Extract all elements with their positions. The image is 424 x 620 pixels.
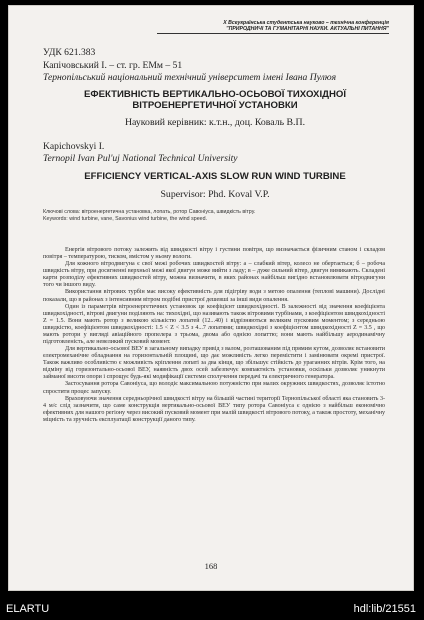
conference-header	[157, 20, 389, 34]
keywords-ua: Ключові слова: вітроенергетична установка, лопать, ротор Савоніуса, швидкість вітру.	[43, 209, 256, 215]
title-ua-line-1: ЕФЕКТИВНІСТЬ ВЕРТИКАЛЬНО-ОСЬОВОЇ ТИХОХІДНОЇ	[84, 89, 346, 100]
repository-label: ELARTU	[6, 603, 50, 615]
author-ua: Капічовський І. – ст. гр. ЕМм – 51	[43, 60, 183, 71]
title-en: EFFICIENCY VERTICAL-AXIS SLOW RUN WIND TURBINE	[84, 171, 346, 182]
supervisor-en: Supervisor: Phd. Koval V.P.	[160, 189, 270, 200]
conference-header-line-2: "ПРИРОДНИЧІ ТА ГУМАНІТАРНІ НАУКИ. АКТУАЛЬНІ ПИТАННЯ"	[226, 26, 389, 33]
paragraph: Для кожного вітродвигуна є свої межі робочих швидкостей вітру: а – слабкий вітер, колесо не обертається; б – робоча швидкість вітру, при досягненні верхньої межі якої двигун може вийти з ладу; в – дуже сильний вітер, двигун вимикають. Складені карти розподілу ефективних швидкостей вітру, можна визначити, в яких районах найбільш вигідно встановлювати вітродвигуни того чи іншого виду.	[43, 261, 385, 289]
paragraph: Енергія вітрового потоку залежить від швидкості вітру і густини повітря, що визначається фізичним станом і складом повітря – температурою, тиском, вмістом у ньому вологи.	[43, 247, 385, 261]
paragraph: Використання вітрових турбін має високу ефективність для підігріву води з метою опалення (теплові машини). Дослідні показали, що в районах з інтенсивним вітром подібні пристрої дешевші за інші види опалення.	[43, 289, 385, 303]
document-page	[8, 5, 414, 591]
paragraph: Застосування ротора Савоніуса, що володіє максимальною потужністю при малих окружних швидкостях, дозволяє істотно спростити процес запуску.	[43, 381, 385, 395]
paragraph: Один із параметрів вітроенергетичних установок це коефіцієнт швидкохідності. В залежності від значення коефіцієнта швидкохідності, вітрові двигуни поділяють на: тихохідні, що називають також вітровими турбінами, з коефіцієнтом швидкохідності Z = 1.5. Вони мають ротор з великою кількістю лопатей (12...40) і відрізняються великим пусковим моментом; з середньою швидкістю, коефіцієнтом швидкохідності: 1.5 < Z < 3.5 з 4...7 лопатями; швидкохідні з коефіцієнтом швидкохідності Z = 3.5 , що мають ротори у вигляді авіаційного пропелера з трьома, двома або однією лопаттю; вони мають найбільшу аеродинамічну підготовленість, але невеликий пусковий момент.	[43, 303, 385, 346]
udc-code: УДК 621.383	[43, 47, 96, 58]
affiliation-en: Ternopil Ivan Pul'uj National Technical University	[43, 153, 238, 164]
supervisor-ua: Науковий керівник: к.т.н., доц. Коваль В.П.	[124, 117, 306, 128]
article-body	[43, 247, 385, 424]
author-en: Kapichovskyi I.	[43, 141, 105, 152]
page-number: 168	[204, 561, 218, 571]
affiliation-ua: Тернопільський національний технічний університет імені Івана Пулюя	[43, 72, 337, 83]
title-ua-line-2: ВІТРОЕНЕРГЕТИЧНОЇ УСТАНОВКИ	[132, 100, 298, 111]
keywords-en: Keywords: wind turbine, vane, Savonius wind turbine, the wind speed.	[43, 216, 208, 222]
paragraph: Для вертикально-осьової ВЕУ в загальному випадку привід з валом, розташованим під прямим кутом, дозволяє встановити електромеханічне обладнання на горизонтальній площині, що дає можливість легко перемістити і замінювати окремі пристрої. Також важливо особливістю є можливість кріплення лопаті за два кінця, що збільшує стійкість до ураганних вітрів. Крім того, на відміну від горизонтально-осьової ВЕУ, наявність двох осей забезпечує компактність установки, оскільки дозволяє уникнути займаної висоти опори і спрощує будь-які модифікації системи сполучення передачі та електричного генератора.	[43, 346, 385, 381]
paragraph: Враховуючи значення середньорічної швидкості вітру на більшій частині території Тернопільської області яка становить 3-4 м/с слід зазначити, що саме конструкція вертикально-осьової ВЕУ типу ротора Савоніуса є однією з найбільш економічно ефективних для нашого регіону через високий пусковий момент при малій швидкості вітрового потоку, а також простоту, механічну міцність та зручність експлуатації конструкції даного типу.	[43, 395, 385, 423]
conference-header-line-1: Х Всеукраїнська студентська науково – технічна конференція	[223, 20, 389, 26]
handle-label: hdl:lib/21551	[353, 603, 416, 615]
